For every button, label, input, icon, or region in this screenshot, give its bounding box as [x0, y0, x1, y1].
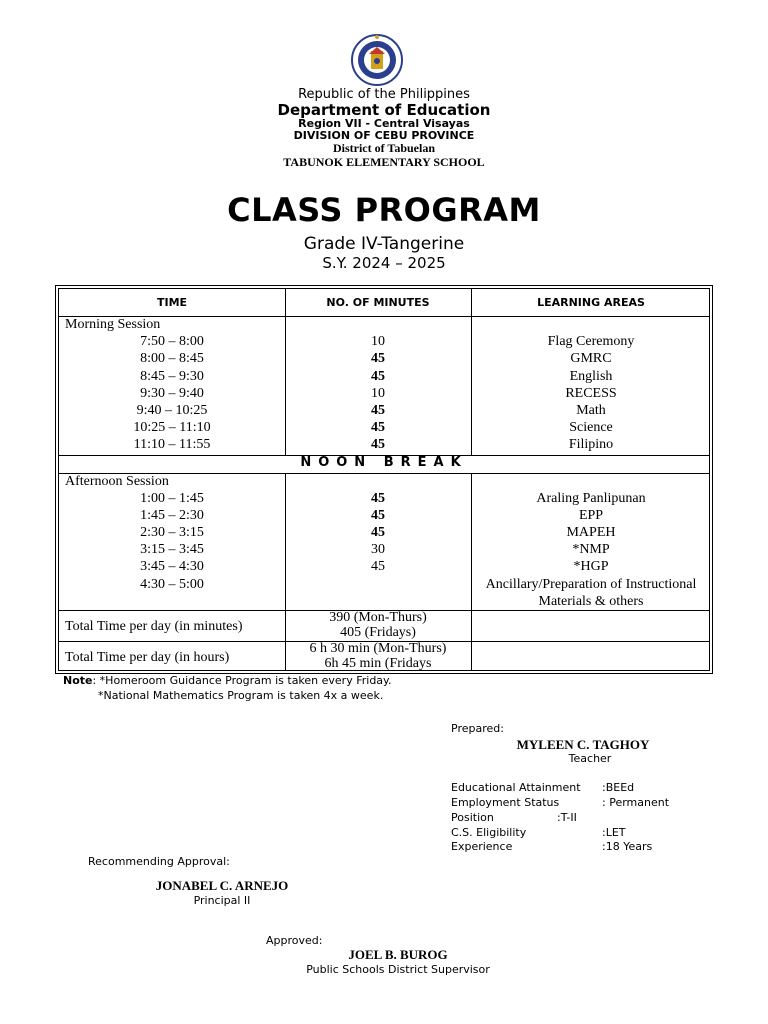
- approved-name: JOEL B. BUROG: [348, 947, 448, 962]
- time-cell: 8:00 – 8:45: [140, 351, 204, 366]
- total-hours-value-2: 6h 45 min (Fridays: [324, 656, 432, 671]
- area-cell: Math: [576, 403, 606, 418]
- time-cell: 3:45 – 4:30: [140, 559, 204, 574]
- minutes-cell: 45: [371, 525, 385, 540]
- time-cell: 2:30 – 3:15: [140, 525, 204, 540]
- time-cell: 1:45 – 2:30: [140, 508, 204, 523]
- info-key: Experience: [451, 840, 513, 853]
- time-cell: 9:30 – 9:40: [140, 386, 204, 401]
- time-cell: 1:00 – 1:45: [140, 491, 204, 506]
- area-cell: *HGP: [573, 559, 609, 574]
- prepared-role: Teacher: [568, 752, 612, 765]
- recommending-label: Recommending Approval:: [88, 855, 230, 868]
- time-cell: 10:25 – 11:10: [133, 420, 211, 435]
- minutes-cell: 10: [371, 334, 385, 349]
- total-minutes-value-1: 390 (Mon-Thurs): [329, 610, 427, 625]
- time-cell: 3:15 – 3:45: [140, 542, 204, 557]
- time-cell: 11:10 – 11:55: [133, 437, 211, 452]
- minutes-cell: 45: [371, 559, 385, 574]
- note-line-2: *National Mathematics Program is taken 4x a week.: [98, 689, 384, 702]
- time-cell: 8:45 – 9:30: [140, 369, 204, 384]
- morning-session-label: Morning Session: [65, 317, 161, 332]
- area-cell: RECESS: [565, 386, 617, 401]
- minutes-cell: 45: [371, 491, 385, 506]
- total-hours-value-1: 6 h 30 min (Mon-Thurs): [309, 641, 447, 656]
- header-time: TIME: [156, 296, 188, 309]
- header-learning-areas: LEARNING AREAS: [537, 296, 645, 309]
- noon-break-row: NOON BREAK: [300, 455, 468, 470]
- school-year: S.Y. 2024 – 2025: [322, 254, 446, 272]
- minutes-cell: 45: [371, 437, 385, 452]
- minutes-cell: 45: [371, 420, 385, 435]
- info-value: :T-II: [557, 811, 577, 824]
- region-label: Region VII - Central Visayas: [298, 117, 470, 130]
- area-cell: GMRC: [570, 351, 612, 366]
- area-cell-continued: Materials & others: [538, 594, 644, 609]
- minutes-cell: 45: [371, 369, 385, 384]
- time-cell: 4:30 – 5:00: [140, 577, 204, 592]
- minutes-cell: 45: [371, 351, 385, 366]
- area-cell: Araling Panlipunan: [536, 491, 646, 506]
- department-label: Department of Education: [277, 101, 491, 119]
- minutes-cell: 10: [371, 386, 385, 401]
- district-label: District of Tabuelan: [332, 141, 435, 155]
- info-key: Educational Attainment: [451, 781, 581, 794]
- time-cell: 9:40 – 10:25: [136, 403, 208, 418]
- info-key: Position: [451, 811, 494, 824]
- total-hours-label: Total Time per day (in hours): [65, 650, 230, 665]
- afternoon-session-label: Afternoon Session: [65, 474, 169, 489]
- grade-section: Grade IV-Tangerine: [303, 234, 465, 254]
- approved-role: Public Schools District Supervisor: [306, 963, 490, 976]
- total-minutes-label: Total Time per day (in minutes): [65, 619, 243, 634]
- note-line-1: [63, 674, 391, 687]
- area-cell: Flag Ceremony: [547, 334, 635, 349]
- area-cell: Filipino: [568, 437, 614, 452]
- note-label: Note: [63, 674, 93, 687]
- republic-label: Republic of the Philippines: [298, 87, 470, 102]
- info-value: :LET: [602, 826, 626, 839]
- document-title: CLASS PROGRAM: [227, 191, 541, 229]
- area-cell: EPP: [578, 508, 604, 523]
- time-cell: 7:50 – 8:00: [140, 334, 204, 349]
- info-value: : Permanent: [602, 796, 670, 809]
- minutes-cell: 45: [371, 508, 385, 523]
- header-minutes: NO. OF MINUTES: [326, 296, 430, 309]
- note-text-1: : *Homeroom Guidance Program is taken every Friday.: [92, 674, 392, 687]
- info-key: Employment Status: [451, 796, 560, 809]
- area-cell: Science: [569, 420, 613, 435]
- recommending-name: JONABEL C. ARNEJO: [155, 878, 289, 893]
- division-label: DIVISION OF CEBU PROVINCE: [293, 129, 475, 142]
- info-key: C.S. Eligibility: [451, 826, 527, 839]
- minutes-cell: 30: [371, 542, 385, 557]
- school-name: TABUNOK ELEMENTARY SCHOOL: [283, 155, 485, 169]
- deped-seal-logo: [342, 34, 412, 86]
- info-value: :BEEd: [602, 781, 635, 794]
- area-cell: *NMP: [572, 542, 610, 557]
- info-value: :18 Years: [602, 840, 653, 853]
- area-cell: English: [569, 369, 613, 384]
- approved-label: Approved:: [266, 934, 323, 947]
- prepared-label: Prepared:: [451, 722, 504, 735]
- recommending-role: Principal II: [193, 894, 251, 907]
- minutes-cell: 45: [371, 403, 385, 418]
- total-minutes-value-2: 405 (Fridays): [340, 625, 416, 640]
- area-cell: Ancillary/Preparation of Instructional: [485, 577, 697, 592]
- area-cell: MAPEH: [566, 525, 616, 540]
- prepared-name: MYLEEN C. TAGHOY: [516, 737, 650, 752]
- class-program-table: [55, 285, 713, 674]
